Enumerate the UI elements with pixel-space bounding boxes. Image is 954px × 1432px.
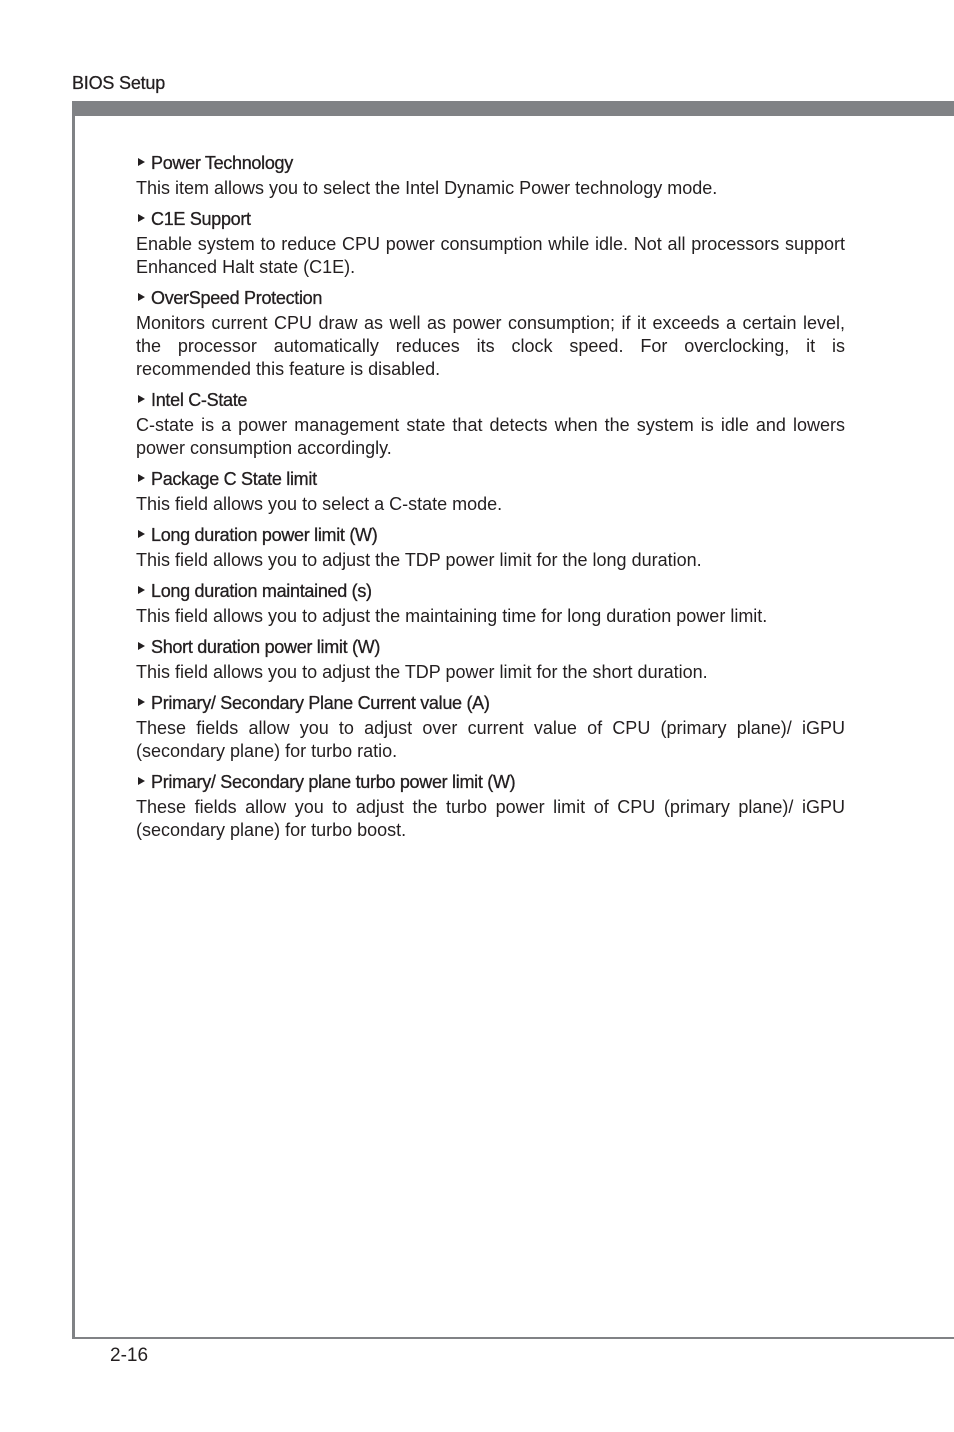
- triangle-right-icon: [138, 293, 145, 301]
- page-header-title: BIOS Setup: [72, 73, 166, 93]
- bios-item-list: [136, 152, 845, 850]
- item-title: C1E Support: [151, 209, 251, 229]
- bios-item: [136, 468, 845, 516]
- item-description: This field allows you to adjust the TDP power limit for the short duration.: [136, 662, 708, 682]
- bios-item: [136, 692, 845, 763]
- item-description: This field allows you to adjust the maintaining time for long duration power limit.: [136, 606, 768, 626]
- header-bar: [72, 101, 954, 116]
- item-description: Monitors current CPU draw as well as power consumption; if it exceeds a certain level, the processor automatically reduces its clock speed. For overclocking, it is recommended this feature is disabled.: [136, 313, 845, 379]
- triangle-right-icon: [138, 586, 145, 594]
- triangle-right-icon: [138, 698, 145, 706]
- item-title: Primary/ Secondary plane turbo power limit (W): [151, 772, 516, 792]
- triangle-right-icon: [138, 530, 145, 538]
- bios-item: [136, 580, 845, 628]
- triangle-right-icon: [138, 777, 145, 785]
- item-description: These fields allow you to adjust over current value of CPU (primary plane)/ iGPU (secondary plane) for turbo ratio.: [136, 718, 845, 761]
- item-title: Package C State limit: [151, 469, 317, 489]
- item-title: Long duration maintained (s): [151, 581, 372, 601]
- left-margin-rule: [72, 101, 75, 1339]
- item-title: Power Technology: [151, 153, 293, 173]
- bios-item: [136, 771, 845, 842]
- page-number: 2-16: [110, 1345, 149, 1366]
- bios-item: [136, 524, 845, 572]
- triangle-right-icon: [138, 395, 145, 403]
- item-description: This item allows you to select the Intel Dynamic Power technology mode.: [136, 178, 718, 198]
- item-description: These fields allow you to adjust the turbo power limit of CPU (primary plane)/ iGPU (secondary plane) for turbo boost.: [136, 797, 845, 840]
- triangle-right-icon: [138, 474, 145, 482]
- bios-item: [136, 636, 845, 684]
- bios-item: [136, 287, 845, 381]
- item-title: Primary/ Secondary Plane Current value (A): [151, 693, 490, 713]
- footer-rule: [72, 1337, 954, 1339]
- item-description: Enable system to reduce CPU power consumption while idle. Not all processors support Enhanced Halt state (C1E).: [136, 234, 845, 277]
- triangle-right-icon: [138, 214, 145, 222]
- item-description: C-state is a power management state that detects when the system is idle and lowers power consumption accordingly.: [136, 415, 845, 458]
- bios-item: [136, 152, 845, 200]
- triangle-right-icon: [138, 642, 145, 650]
- item-title: Long duration power limit (W): [151, 525, 378, 545]
- triangle-right-icon: [138, 158, 145, 166]
- item-title: Intel C-State: [151, 390, 248, 410]
- item-title: Short duration power limit (W): [151, 637, 381, 657]
- item-description: This field allows you to select a C-state mode.: [136, 494, 503, 514]
- item-title: OverSpeed Protection: [151, 288, 323, 308]
- bios-item: [136, 208, 845, 279]
- item-description: This field allows you to adjust the TDP power limit for the long duration.: [136, 550, 702, 570]
- bios-item: [136, 389, 845, 460]
